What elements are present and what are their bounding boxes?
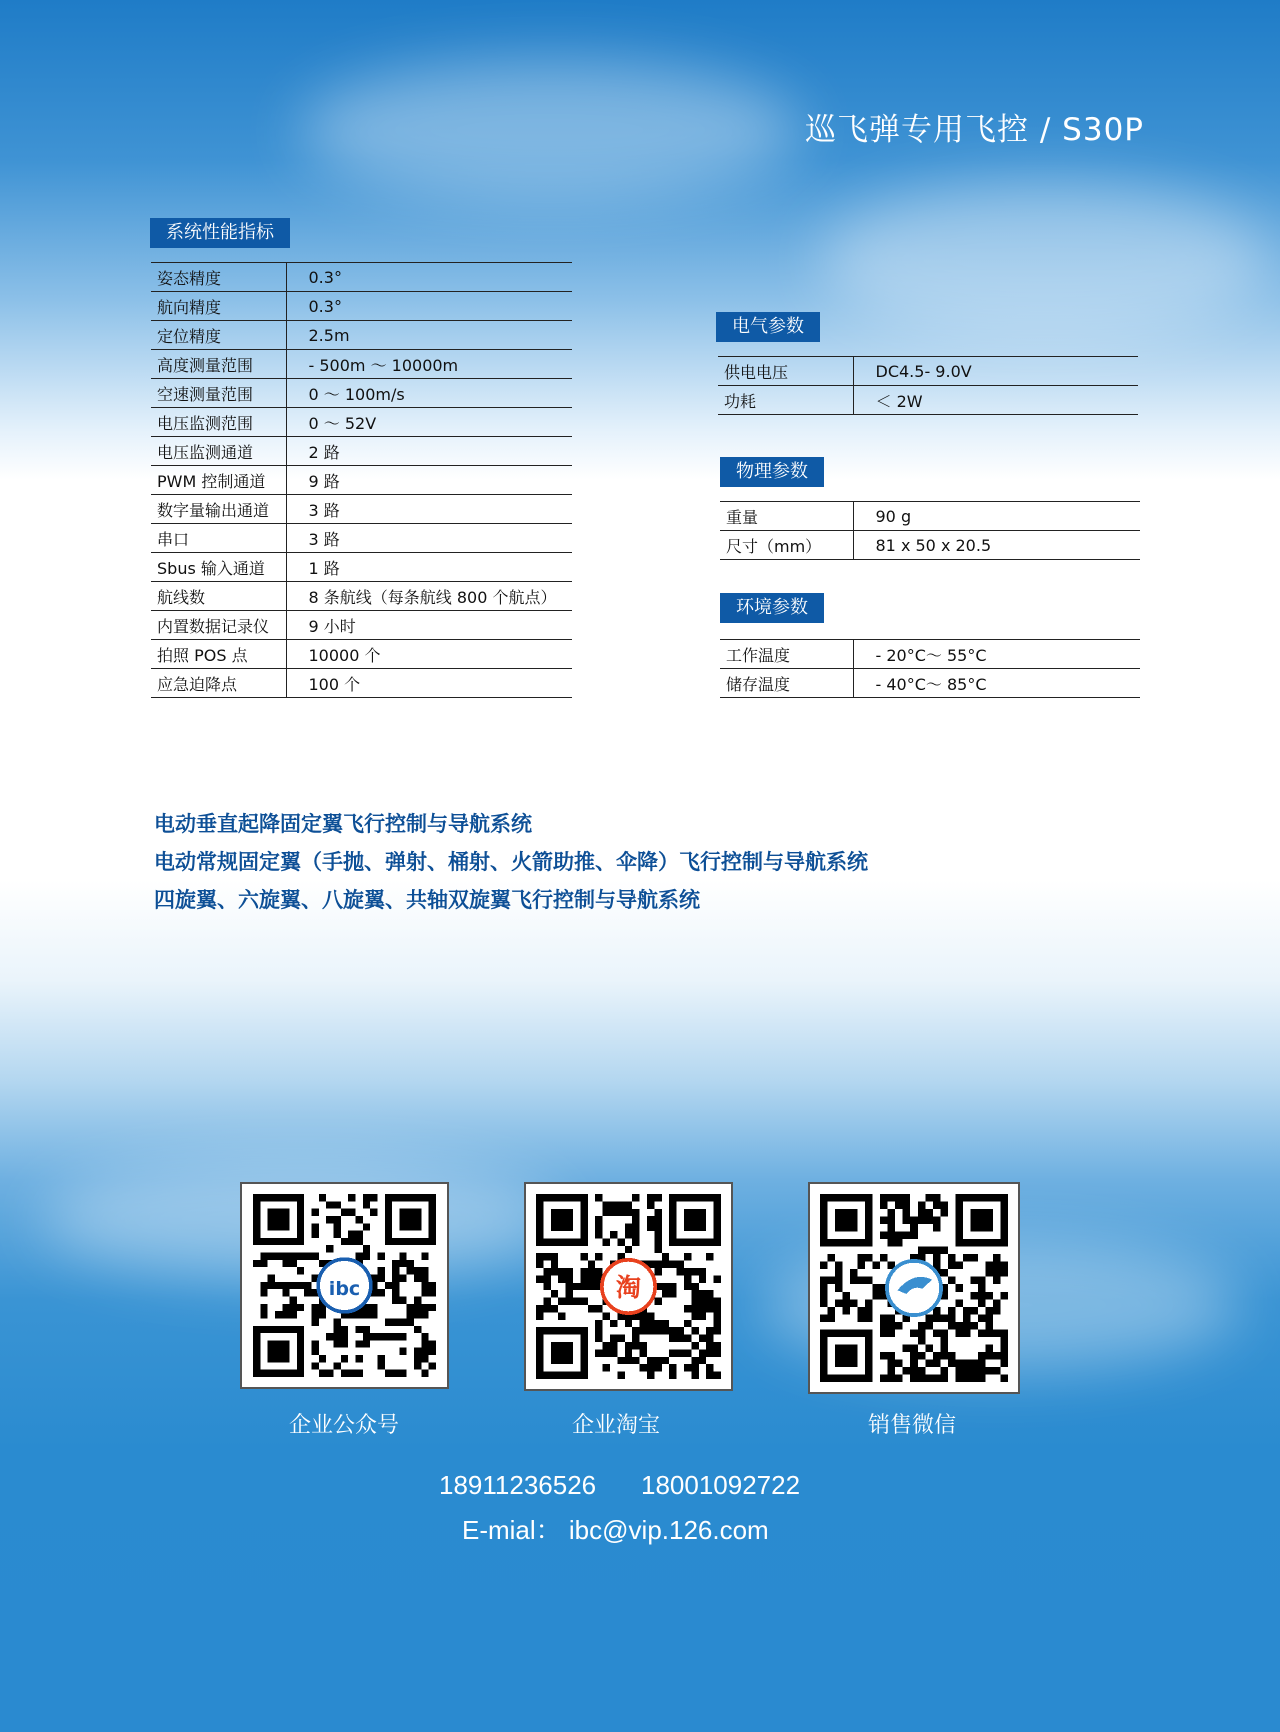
- system-item: 四旋翼、六旋翼、八旋翼、共轴双旋翼飞行控制与导航系统: [154, 888, 700, 912]
- spec-key: 内置数据记录仪: [151, 611, 286, 640]
- spec-row: [151, 611, 572, 640]
- cloud-decoration: [820, 180, 1270, 340]
- spec-value: 0 ～ 100m/s: [286, 379, 572, 408]
- spec-value: ＜ 2W: [853, 386, 1138, 415]
- spec-key: 供电电压: [718, 357, 853, 386]
- spec-value: 90 g: [853, 502, 1140, 531]
- electrical-heading: 电气参数: [716, 312, 820, 342]
- spec-key: 定位精度: [151, 321, 286, 350]
- spec-row: [151, 437, 572, 466]
- spec-row: [720, 531, 1140, 560]
- spec-key: 航线数: [151, 582, 286, 611]
- physical-table: [720, 501, 1140, 560]
- spec-value: - 500m ～ 10000m: [286, 350, 572, 379]
- spec-key: 重量: [720, 502, 853, 531]
- spec-value: - 40°C～ 85°C: [853, 669, 1140, 698]
- spec-key: 高度测量范围: [151, 350, 286, 379]
- spec-row: [151, 640, 572, 669]
- spec-row: [151, 408, 572, 437]
- spec-key: PWM 控制通道: [151, 466, 286, 495]
- spec-value: 3 路: [286, 524, 572, 553]
- spec-row: [718, 386, 1138, 415]
- spec-row: [151, 524, 572, 553]
- spec-value: DC4.5- 9.0V: [853, 357, 1138, 386]
- qr-label: 企业公众号: [288, 1413, 399, 1438]
- environment-heading: 环境参数: [720, 593, 824, 623]
- page-title: 巡飞弹专用飞控 / S30P: [805, 112, 1144, 148]
- spec-value: 0.3°: [286, 263, 572, 292]
- spec-row: [151, 321, 572, 350]
- performance-heading: 系统性能指标: [150, 218, 290, 248]
- physical-heading: 物理参数: [720, 457, 824, 487]
- spec-key: 电压监测范围: [151, 408, 286, 437]
- spec-key: 储存温度: [720, 669, 853, 698]
- systems-list: [154, 805, 868, 919]
- phone-number-1[interactable]: 18911236526: [439, 1470, 597, 1500]
- spec-row: [720, 502, 1140, 531]
- performance-table: [151, 262, 572, 698]
- spec-value: 100 个: [286, 669, 572, 698]
- spec-value: 3 路: [286, 495, 572, 524]
- qr-code-icon: [252, 1194, 437, 1377]
- spec-value: 0 ～ 52V: [286, 408, 572, 437]
- electrical-table: [718, 356, 1138, 415]
- spec-row: [151, 495, 572, 524]
- spec-row: [151, 466, 572, 495]
- spec-row: [151, 292, 572, 321]
- spec-value: 10000 个: [286, 640, 572, 669]
- spec-value: 81 x 50 x 20.5: [853, 531, 1140, 560]
- spec-value: - 20°C～ 55°C: [853, 640, 1140, 669]
- qr-code-icon: [536, 1194, 721, 1379]
- system-item: 电动垂直起降固定翼飞行控制与导航系统: [154, 812, 532, 836]
- spec-key: 拍照 POS 点: [151, 640, 286, 669]
- spec-row: [151, 669, 572, 698]
- cloud-decoration: [300, 60, 800, 200]
- spec-value: 9 小时: [286, 611, 572, 640]
- spec-value: 9 路: [286, 466, 572, 495]
- environment-table: [720, 639, 1140, 698]
- email-label: E-mial：: [462, 1515, 562, 1545]
- spec-value: 2 路: [286, 437, 572, 466]
- spec-value: 1 路: [286, 553, 572, 582]
- spec-key: 电压监测通道: [151, 437, 286, 466]
- spec-key: 数字量输出通道: [151, 495, 286, 524]
- spec-value: 8 条航线（每条航线 800 个航点）: [286, 582, 572, 611]
- spec-value: 2.5m: [286, 321, 572, 350]
- spec-row: [720, 669, 1140, 698]
- system-item: 电动常规固定翼（手抛、弹射、桶射、火箭助推、伞降）飞行控制与导航系统: [154, 850, 868, 874]
- svg-text:ibc: ibc: [328, 1278, 361, 1301]
- qr-label: 企业淘宝: [571, 1413, 660, 1438]
- spec-key: Sbus 输入通道: [151, 553, 286, 582]
- spec-row: [718, 357, 1138, 386]
- spec-key: 尺寸（mm）: [720, 531, 853, 560]
- spec-row: [720, 640, 1140, 669]
- spec-key: 航向精度: [151, 292, 286, 321]
- spec-value: 0.3°: [286, 292, 572, 321]
- spec-key: 应急迫降点: [151, 669, 286, 698]
- email-line: [462, 1510, 769, 1547]
- qr-code-icon: [820, 1194, 1008, 1382]
- spec-key: 空速测量范围: [151, 379, 286, 408]
- spec-key: 功耗: [718, 386, 853, 415]
- qr-code-taobao[interactable]: [524, 1182, 733, 1391]
- spec-row: [151, 553, 572, 582]
- svg-text:淘: 淘: [615, 1273, 642, 1303]
- spec-key: 工作温度: [720, 640, 853, 669]
- spec-key: 姿态精度: [151, 263, 286, 292]
- spec-row: [151, 263, 572, 292]
- qr-label: 销售微信: [867, 1413, 956, 1438]
- qr-code-wechat-official[interactable]: [240, 1182, 449, 1389]
- spec-row: [151, 379, 572, 408]
- qr-code-sales-wechat[interactable]: [808, 1182, 1020, 1394]
- email-address[interactable]: ibc@vip.126.com: [568, 1515, 769, 1545]
- spec-row: [151, 582, 572, 611]
- spec-row: [151, 350, 572, 379]
- spec-key: 串口: [151, 524, 286, 553]
- phone-number-2[interactable]: 18001092722: [641, 1470, 801, 1500]
